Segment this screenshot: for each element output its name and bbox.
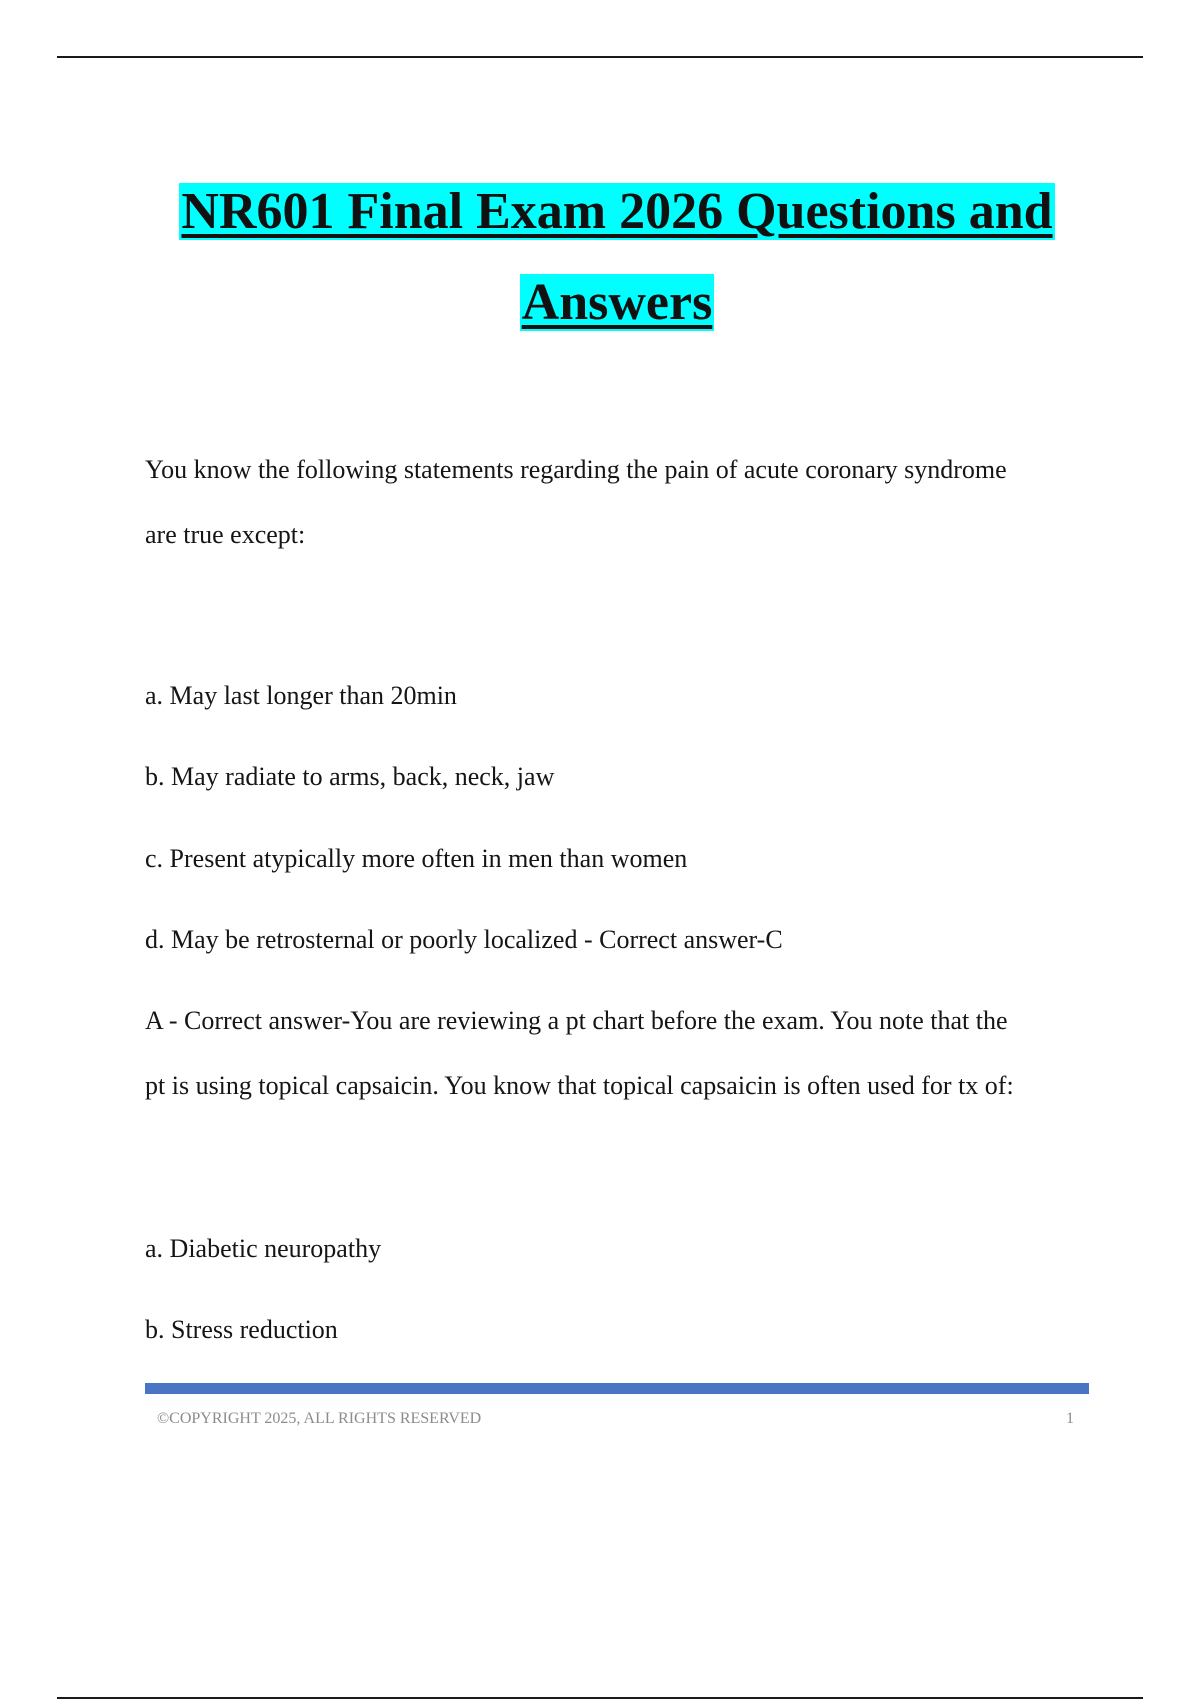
question-1-option-b: b. May radiate to arms, back, neck, jaw bbox=[145, 762, 555, 791]
page-title-continued bbox=[0, 273, 1200, 333]
question-2-text-line-1: A - Correct answer-You are reviewing a pt chart before the exam. You note that the bbox=[145, 1006, 1008, 1035]
question-1-option-d: d. May be retrosternal or poorly localized - Correct answer-C bbox=[145, 925, 783, 954]
question-1-option-c: c. Present atypically more often in men than women bbox=[145, 844, 688, 873]
page-title-line-1: NR601 Final Exam 2026 Questions and bbox=[181, 183, 1053, 240]
page-title bbox=[0, 182, 1200, 242]
question-2-option-b: b. Stress reduction bbox=[145, 1315, 338, 1344]
page-number: 1 bbox=[1066, 1410, 1074, 1427]
footer-divider bbox=[145, 1383, 1089, 1394]
footer-copyright: ©COPYRIGHT 2025, ALL RIGHTS RESERVED bbox=[157, 1410, 482, 1427]
page-title-line-2: Answers bbox=[521, 274, 713, 331]
question-1-text-line-2: are true except: bbox=[145, 520, 306, 549]
question-2-text-line-2: pt is using topical capsaicin. You know that topical capsaicin is often used for tx of: bbox=[145, 1071, 1014, 1100]
question-2-option-a: a. Diabetic neuropathy bbox=[145, 1234, 382, 1263]
question-1-text-line-1: You know the following statements regarding the pain of acute coronary syndrome bbox=[145, 455, 1007, 484]
top-rule bbox=[57, 56, 1143, 58]
bottom-rule bbox=[57, 1697, 1143, 1699]
question-1-option-a: a. May last longer than 20min bbox=[145, 681, 457, 710]
